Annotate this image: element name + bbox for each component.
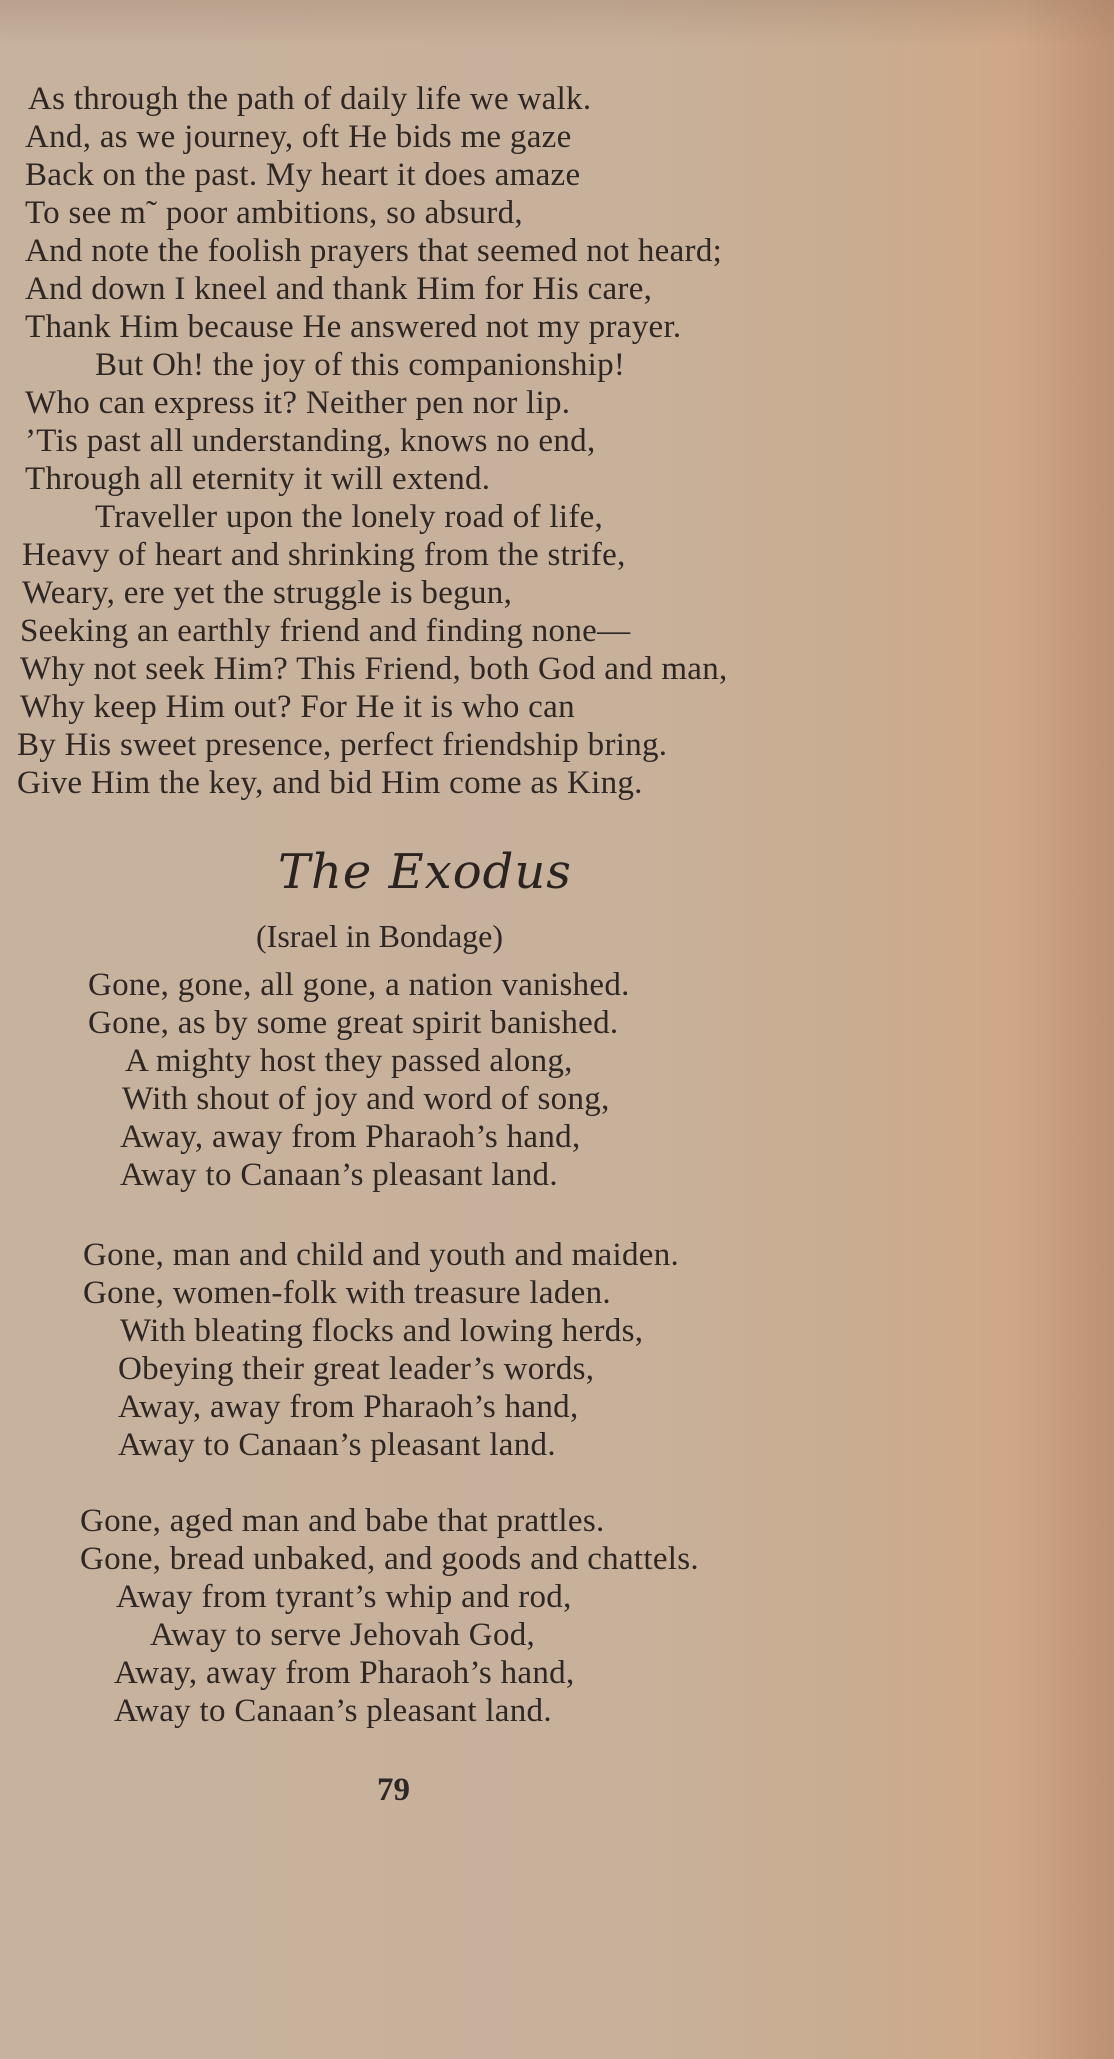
poem-line: Give Him the key, and bid Him come as King. <box>17 765 643 801</box>
stanza-line: With bleating flocks and lowing herds, <box>120 1313 644 1349</box>
stanza-line: Away from tyrant’s whip and rod, <box>116 1579 572 1615</box>
stanza-line: Gone, as by some great spirit banished. <box>88 1005 619 1041</box>
stanza-line: Gone, bread unbaked, and goods and chattels. <box>80 1541 699 1577</box>
stanza-line: Gone, women-folk with treasure laden. <box>83 1275 611 1311</box>
poem-line: As through the path of daily life we walk. <box>28 81 592 117</box>
poem-line: Weary, ere yet the struggle is begun, <box>22 575 513 611</box>
page-edge-stain <box>1024 0 1114 2059</box>
stanza-line: With shout of joy and word of song, <box>122 1081 610 1117</box>
stanza-line: Away, away from Pharaoh’s hand, <box>114 1655 575 1691</box>
poem-line: Thank Him because He answered not my prayer. <box>25 309 682 345</box>
poem-line: Heavy of heart and shrinking from the strife, <box>22 537 626 573</box>
poem-line: Why not seek Him? This Friend, both God and man, <box>20 651 728 687</box>
stanza-line: Away to Canaan’s pleasant land. <box>118 1427 556 1463</box>
poem-line: To see m˜ poor ambitions, so absurd, <box>25 195 523 231</box>
poem-line: But Oh! the joy of this companionship! <box>95 347 626 383</box>
stanza-line: Gone, man and child and youth and maiden. <box>83 1237 680 1273</box>
poem-line: Traveller upon the lonely road of life, <box>95 499 604 535</box>
poem-line: Why keep Him out? For He it is who can <box>20 689 575 725</box>
poem-line: Seeking an earthly friend and finding none— <box>20 613 631 649</box>
stanza-line: Away, away from Pharaoh’s hand, <box>120 1119 581 1155</box>
poem-line: By His sweet presence, perfect friendship bring. <box>17 727 668 763</box>
poem-subtitle: (Israel in Bondage) <box>256 918 504 954</box>
stanza-line: Obeying their great leader’s words, <box>118 1351 595 1387</box>
page-number: 79 <box>377 1772 410 1808</box>
poem-line: Through all eternity it will extend. <box>25 461 491 497</box>
poem-line: And note the foolish prayers that seemed not heard; <box>25 233 723 269</box>
stanza-line: Away to serve Jehovah God, <box>150 1617 536 1653</box>
poem-line: ’Tis past all understanding, knows no end, <box>25 423 596 459</box>
stanza-line: Away, away from Pharaoh’s hand, <box>118 1389 579 1425</box>
stanza-line: Gone, aged man and babe that prattles. <box>80 1503 605 1539</box>
poem-line: Back on the past. My heart it does amaze <box>25 157 581 193</box>
stanza-line: A mighty host they passed along, <box>125 1043 573 1079</box>
poem-line: Who can express it? Neither pen nor lip. <box>25 385 571 421</box>
page-top-shadow <box>0 0 1114 46</box>
stanza-line: Gone, gone, all gone, a nation vanished. <box>88 967 630 1003</box>
poem-line: And down I kneel and thank Him for His care, <box>25 271 653 307</box>
poem-title: The Exodus <box>278 844 572 900</box>
poem-line: And, as we journey, oft He bids me gaze <box>25 119 572 155</box>
stanza-line: Away to Canaan’s pleasant land. <box>114 1693 552 1729</box>
stanza-line: Away to Canaan’s pleasant land. <box>120 1157 558 1193</box>
